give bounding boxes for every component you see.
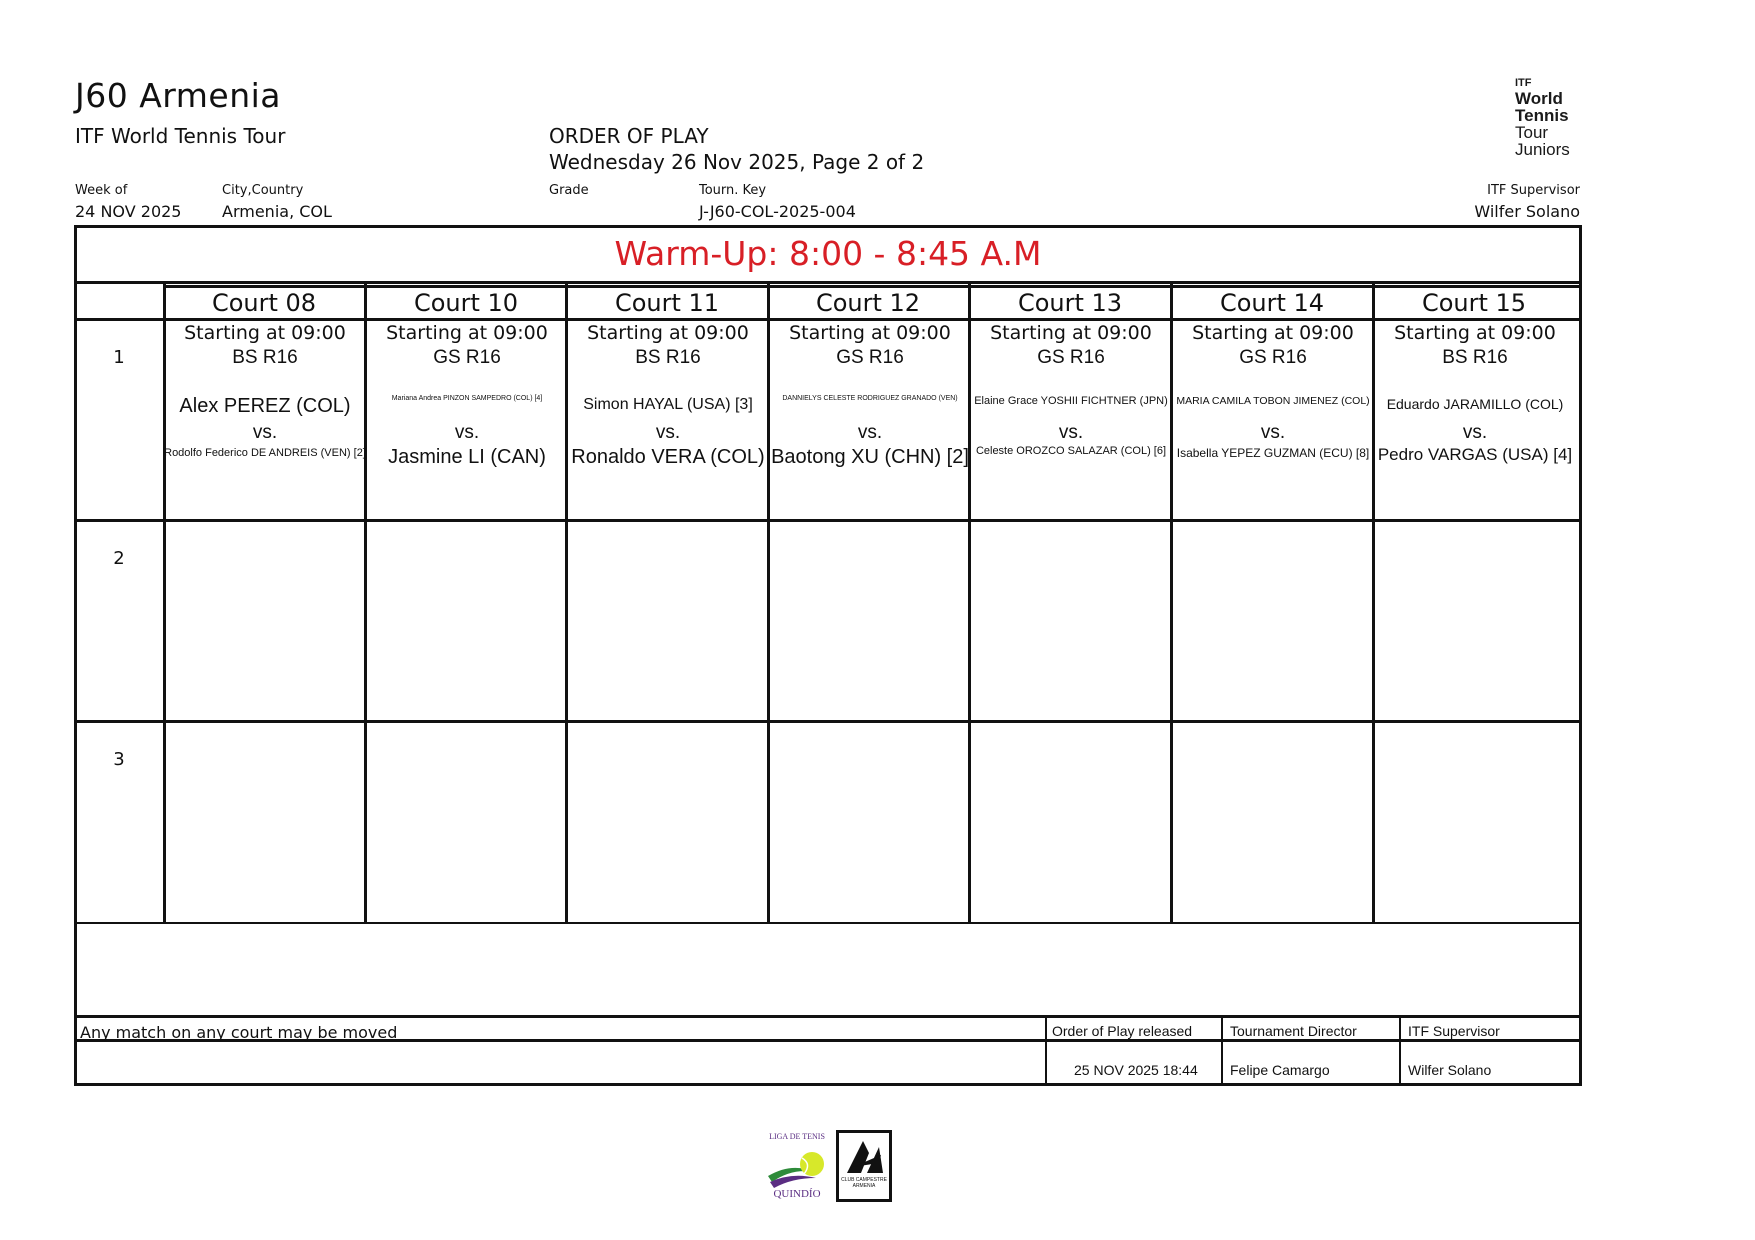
released-label: Order of Play released bbox=[1052, 1023, 1193, 1039]
footer-supervisor-label: ITF Supervisor bbox=[1408, 1023, 1500, 1039]
start-time: Starting at 09:00 bbox=[990, 322, 1152, 344]
supervisor-label: ITF Supervisor bbox=[1487, 183, 1580, 198]
itf-logo-mark: ITF bbox=[1515, 77, 1532, 89]
event-label: BS R16 bbox=[232, 347, 298, 368]
itf-juniors-logo: ITF World Tennis Tour Juniors bbox=[1515, 77, 1570, 159]
city-value: Armenia, COL bbox=[222, 202, 332, 221]
court-header: Court 13 bbox=[1017, 289, 1123, 317]
versus-label: vs. bbox=[1462, 422, 1488, 443]
divider bbox=[1221, 1015, 1223, 1083]
start-time: Starting at 09:00 bbox=[1192, 322, 1354, 344]
doc-title: ORDER OF PLAY bbox=[549, 124, 709, 148]
city-label: City,Country bbox=[222, 183, 304, 198]
footer-supervisor-value: Wilfer Solano bbox=[1408, 1062, 1492, 1078]
match-cell bbox=[568, 322, 768, 520]
round-number: 1 bbox=[113, 347, 125, 368]
player-one: DANNIELYS CELESTE RODRIGUEZ GRANADO (VEN) bbox=[782, 395, 958, 402]
released-value: 25 NOV 2025 18:44 bbox=[1074, 1062, 1198, 1078]
event-label: BS R16 bbox=[635, 347, 701, 368]
tour-name: ITF World Tennis Tour bbox=[75, 124, 286, 148]
round-number: 3 bbox=[113, 749, 125, 770]
player-two: Celeste OROZCO SALAZAR (COL) [6] bbox=[975, 445, 1167, 457]
supervisor-value: Wilfer Solano bbox=[1474, 202, 1580, 221]
divider bbox=[1045, 1015, 1047, 1083]
player-one: Eduardo JARAMILLO (COL) bbox=[1386, 396, 1564, 412]
match-cell bbox=[770, 322, 970, 520]
start-time: Starting at 09:00 bbox=[789, 322, 951, 344]
grade-label: Grade bbox=[549, 183, 589, 198]
footer-note: Any match on any court may be moved bbox=[80, 1023, 398, 1042]
club-emblem-icon bbox=[839, 1133, 889, 1199]
court-header: Court 15 bbox=[1421, 289, 1527, 317]
start-time: Starting at 09:00 bbox=[184, 322, 346, 344]
player-one: Simon HAYAL (USA) [3] bbox=[583, 396, 753, 413]
versus-label: vs. bbox=[655, 422, 681, 443]
versus-label: vs. bbox=[454, 422, 480, 443]
week-of-label: Week of bbox=[75, 183, 128, 198]
start-time: Starting at 09:00 bbox=[386, 322, 548, 344]
club-campestre-armenia-logo: CLUB CAMPESTRE ARMENIA bbox=[836, 1130, 892, 1202]
event-label: GS R16 bbox=[836, 347, 904, 368]
divider bbox=[1399, 1015, 1401, 1083]
versus-label: vs. bbox=[252, 422, 278, 443]
match-cell bbox=[1173, 322, 1373, 520]
match-cell bbox=[367, 322, 567, 520]
doc-date: Wednesday 26 Nov 2025, Page 2 of 2 bbox=[549, 150, 925, 174]
court-header: Court 14 bbox=[1219, 289, 1325, 317]
court-header: Court 08 bbox=[211, 289, 317, 317]
divider bbox=[74, 720, 1582, 723]
player-one: Elaine Grace YOSHII FICHTNER (JPN) bbox=[974, 395, 1168, 407]
week-of-value: 24 NOV 2025 bbox=[75, 202, 182, 221]
match-cell bbox=[971, 322, 1171, 520]
player-two: Jasmine LI (CAN) bbox=[388, 446, 546, 468]
player-two: Rodolfo Federico DE ANDREIS (VEN) [2] bbox=[164, 447, 366, 459]
event-label: BS R16 bbox=[1442, 347, 1508, 368]
tournament-title: J60 Armenia bbox=[75, 76, 282, 115]
court-header: Court 10 bbox=[413, 289, 519, 317]
event-label: GS R16 bbox=[1239, 347, 1307, 368]
tourn-key-label: Tourn. Key bbox=[699, 183, 767, 198]
director-label: Tournament Director bbox=[1230, 1023, 1357, 1039]
divider bbox=[74, 922, 1582, 924]
player-one: MARIA CAMILA TOBON JIMENEZ (COL) bbox=[1176, 395, 1370, 407]
player-two: Pedro VARGAS (USA) [4] bbox=[1377, 445, 1573, 464]
director-value: Felipe Camargo bbox=[1230, 1062, 1330, 1078]
player-two: Isabella YEPEZ GUZMAN (ECU) [8] bbox=[1176, 446, 1370, 460]
warmup-banner: Warm-Up: 8:00 - 8:45 A.M bbox=[614, 234, 1042, 273]
event-label: GS R16 bbox=[433, 347, 501, 368]
round-number: 2 bbox=[113, 548, 125, 569]
player-one: Mariana Andrea PINZON SAMPEDRO (COL) [4] bbox=[391, 395, 543, 402]
divider bbox=[74, 1015, 1582, 1018]
match-cell bbox=[1375, 322, 1575, 520]
court-header: Court 12 bbox=[815, 289, 921, 317]
tourn-key-value: J-J60-COL-2025-004 bbox=[699, 202, 856, 221]
player-two: Ronaldo VERA (COL) bbox=[571, 446, 765, 468]
versus-label: vs. bbox=[1260, 422, 1286, 443]
court-header: Court 11 bbox=[614, 289, 720, 317]
versus-label: vs. bbox=[1058, 422, 1084, 443]
start-time: Starting at 09:00 bbox=[587, 322, 749, 344]
liga-tenis-quindio-logo: LIGA DE TENIS QUINDÍO bbox=[762, 1132, 832, 1204]
player-two: Baotong XU (CHN) [2] bbox=[771, 446, 969, 468]
versus-label: vs. bbox=[857, 422, 883, 443]
divider bbox=[74, 281, 1582, 284]
event-label: GS R16 bbox=[1037, 347, 1105, 368]
player-one: Alex PEREZ (COL) bbox=[179, 395, 351, 417]
match-cell bbox=[165, 322, 365, 520]
start-time: Starting at 09:00 bbox=[1394, 322, 1556, 344]
